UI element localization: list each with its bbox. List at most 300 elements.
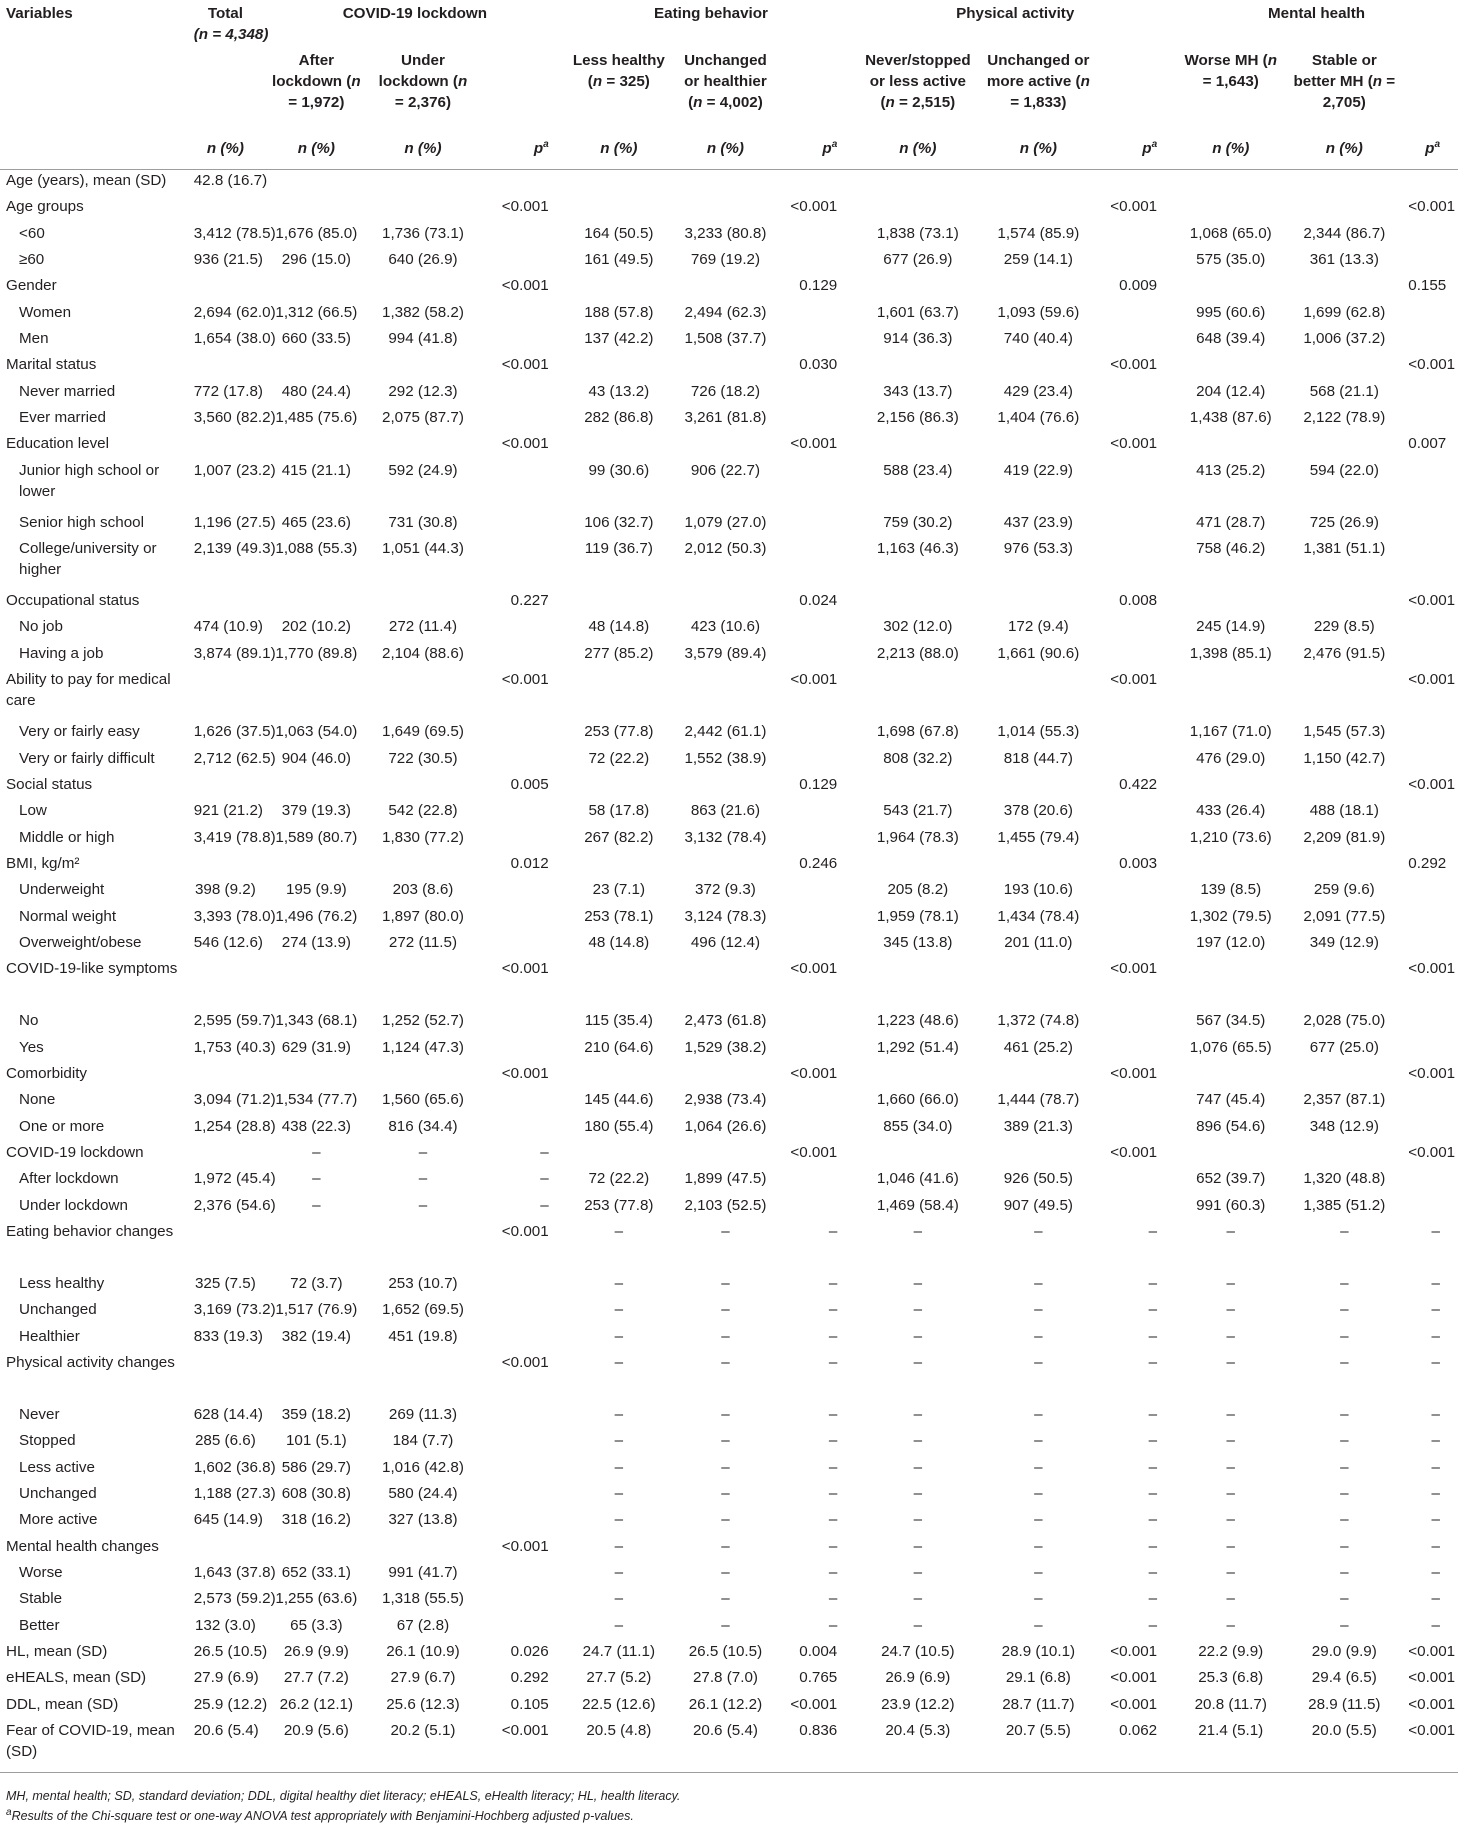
table-cell: 1,079 (27.0) bbox=[684, 513, 767, 531]
table-cell bbox=[780, 932, 855, 958]
table-row bbox=[0, 381, 1458, 407]
table-cell: 1,051 (44.3) bbox=[382, 540, 464, 558]
table-cell: 20.2 (5.1) bbox=[390, 1722, 456, 1740]
footnote-test bbox=[6, 1806, 680, 1826]
table-cell: 629 (31.9) bbox=[281, 1038, 351, 1056]
table-cell bbox=[1096, 800, 1175, 826]
table-cell bbox=[188, 196, 263, 222]
table-cell bbox=[370, 433, 477, 459]
table-cell: 1,404 (76.6) bbox=[997, 409, 1080, 427]
table-cell bbox=[980, 354, 1096, 380]
row-label: HL, mean (SD) bbox=[6, 1643, 108, 1661]
table-cell: 725 (26.9) bbox=[1309, 513, 1379, 531]
table-cell: 27.9 (6.9) bbox=[193, 1669, 259, 1687]
table-cell: 1,552 (38.9) bbox=[684, 749, 767, 767]
table-cell: 1,385 (51.2) bbox=[1303, 1196, 1386, 1214]
table-cell bbox=[1402, 512, 1458, 538]
table-cell bbox=[370, 170, 477, 197]
table-cell: 1,016 (42.8) bbox=[382, 1458, 464, 1476]
table-cell: 26.2 (12.1) bbox=[279, 1695, 354, 1713]
table-cell bbox=[980, 170, 1096, 197]
table-row bbox=[0, 932, 1458, 958]
table-cell: 580 (24.4) bbox=[388, 1485, 458, 1503]
table-cell: 210 (64.6) bbox=[584, 1038, 654, 1056]
table-cell bbox=[567, 196, 671, 222]
table-cell: 652 (33.1) bbox=[281, 1564, 351, 1582]
table-cell: 3,261 (81.8) bbox=[684, 409, 767, 427]
row-label: Age groups bbox=[6, 198, 84, 216]
table-cell: – bbox=[828, 1432, 838, 1450]
table-cell: 1,897 (80.0) bbox=[382, 907, 464, 925]
table-cell: 2,694 (62.0) bbox=[193, 303, 276, 321]
table-cell: 65 (3.3) bbox=[290, 1616, 343, 1634]
table-cell: 496 (12.4) bbox=[690, 933, 761, 951]
table-cell: 461 (25.2) bbox=[1003, 1038, 1073, 1056]
table-cell: – bbox=[1226, 1275, 1235, 1292]
header-row-units bbox=[0, 127, 1458, 170]
table-cell: 20.7 (5.5) bbox=[1005, 1722, 1071, 1740]
table-cell bbox=[370, 1063, 477, 1089]
table-cell bbox=[370, 958, 477, 1010]
table-cell bbox=[1402, 800, 1458, 826]
row-label: Underweight bbox=[19, 881, 105, 899]
row-label: Mental health changes bbox=[6, 1537, 159, 1555]
table-row bbox=[0, 1168, 1458, 1194]
subheader-cell: Never/stopped or less active (n = 2,515) bbox=[865, 52, 971, 111]
subheader-cell: Less healthy (n = 325) bbox=[572, 52, 665, 90]
table-cell: 1,188 (27.3) bbox=[193, 1485, 276, 1503]
table-cell: – bbox=[1340, 1275, 1349, 1292]
table-cell: <0.001 bbox=[1408, 1695, 1456, 1713]
table-cell: 1,255 (63.6) bbox=[275, 1590, 358, 1608]
table-cell: – bbox=[721, 1223, 730, 1240]
row-label: Comorbidity bbox=[6, 1064, 88, 1082]
table-cell: – bbox=[614, 1511, 624, 1529]
table-cell bbox=[476, 1299, 566, 1325]
table-cell: – bbox=[721, 1432, 730, 1450]
table-cell: – bbox=[913, 1223, 923, 1240]
table-cell: 1,899 (47.5) bbox=[684, 1170, 767, 1188]
table-cell: – bbox=[1340, 1564, 1349, 1582]
table-cell: 20.6 (5.4) bbox=[193, 1722, 259, 1740]
table-cell bbox=[1402, 1116, 1458, 1142]
row-label: Occupational status bbox=[6, 592, 140, 610]
row-label: Stable bbox=[19, 1590, 63, 1608]
table-cell: 2,573 (59.2) bbox=[193, 1590, 276, 1608]
table-cell: 29.1 (6.8) bbox=[1005, 1669, 1071, 1687]
table-cell: 543 (21.7) bbox=[883, 802, 953, 820]
table-cell: – bbox=[1148, 1485, 1158, 1503]
table-cell: – bbox=[1148, 1327, 1158, 1345]
table-cell: 25.3 (6.8) bbox=[1198, 1669, 1264, 1687]
table-cell: 772 (17.8) bbox=[193, 382, 263, 400]
table-cell: – bbox=[1226, 1485, 1235, 1503]
table-cell: – bbox=[913, 1301, 923, 1319]
table-cell bbox=[780, 800, 855, 826]
table-cell: <0.001 bbox=[501, 1537, 549, 1555]
table-cell: 72 (3.7) bbox=[290, 1275, 343, 1292]
table-cell: 2,476 (91.5) bbox=[1303, 644, 1386, 662]
table-cell: 202 (10.2) bbox=[281, 618, 351, 636]
subheader-cell: Unchanged or more active (n = 1,833) bbox=[986, 52, 1090, 111]
table-cell: 24.7 (10.5) bbox=[881, 1643, 955, 1661]
table-cell bbox=[476, 407, 566, 433]
row-label: BMI, kg/m² bbox=[6, 854, 80, 872]
table-cell: 1,088 (55.3) bbox=[275, 540, 358, 558]
table-cell: 1,589 (80.7) bbox=[275, 828, 358, 846]
table-cell: 726 (18.2) bbox=[690, 382, 761, 400]
table-cell: – bbox=[418, 1170, 428, 1188]
row-label: No job bbox=[19, 618, 63, 636]
table-cell: 272 (11.4) bbox=[388, 618, 458, 636]
table-cell: 229 (8.5) bbox=[1313, 618, 1375, 636]
table-cell: 137 (42.2) bbox=[584, 330, 654, 348]
table-row bbox=[0, 616, 1458, 642]
table-cell bbox=[780, 1037, 855, 1063]
table-cell: – bbox=[1431, 1564, 1440, 1582]
table-cell: – bbox=[540, 1143, 549, 1161]
unit-cell: n (%) bbox=[899, 139, 937, 157]
table-cell bbox=[1175, 958, 1286, 1010]
table-cell bbox=[1402, 932, 1458, 958]
table-cell bbox=[1096, 460, 1175, 512]
table-cell: <0.001 bbox=[790, 435, 838, 453]
table-cell: 184 (7.7) bbox=[392, 1432, 454, 1450]
subheader-cell bbox=[476, 47, 566, 127]
table-cell: 180 (55.4) bbox=[584, 1117, 654, 1135]
table-cell: 438 (22.3) bbox=[281, 1117, 351, 1135]
table-cell: 201 (11.0) bbox=[1004, 933, 1073, 951]
table-row bbox=[0, 407, 1458, 433]
table-cell: <0.001 bbox=[1110, 356, 1158, 374]
table-cell: 0.246 bbox=[799, 854, 838, 872]
row-label: Low bbox=[19, 802, 47, 820]
row-label: Middle or high bbox=[19, 828, 115, 846]
table-cell bbox=[263, 958, 370, 1010]
table-row bbox=[0, 275, 1458, 301]
table-cell: 1,699 (62.8) bbox=[1303, 303, 1386, 321]
table-cell: 740 (40.4) bbox=[1003, 330, 1073, 348]
table-row bbox=[0, 1430, 1458, 1456]
table-cell bbox=[263, 170, 370, 197]
table-cell: <0.001 bbox=[1408, 671, 1456, 689]
table-cell: 652 (39.7) bbox=[1196, 1170, 1266, 1188]
table-cell: – bbox=[1431, 1406, 1440, 1424]
table-row bbox=[0, 1116, 1458, 1142]
table-cell: 2,103 (52.5) bbox=[684, 1196, 767, 1214]
table-cell: <0.001 bbox=[1110, 198, 1158, 216]
row-label: Eating behavior changes bbox=[6, 1223, 174, 1240]
table-cell: – bbox=[1340, 1590, 1349, 1608]
table-cell: – bbox=[913, 1458, 923, 1476]
table-cell: 0.062 bbox=[1119, 1722, 1158, 1740]
table-cell: <0.001 bbox=[1110, 671, 1158, 689]
table-cell: 277 (85.2) bbox=[584, 644, 654, 662]
table-cell: 3,560 (82.2) bbox=[193, 409, 276, 427]
table-cell: 42.8 (16.7) bbox=[193, 172, 268, 189]
table-cell: – bbox=[1431, 1432, 1440, 1450]
row-label: COVID-19-like symptoms bbox=[6, 960, 178, 978]
table-cell: 164 (50.5) bbox=[584, 224, 654, 242]
table-cell bbox=[980, 774, 1096, 800]
table-cell: – bbox=[1034, 1564, 1043, 1582]
table-cell bbox=[1096, 827, 1175, 853]
table-cell: – bbox=[721, 1485, 730, 1503]
table-cell: – bbox=[1431, 1590, 1440, 1608]
table-cell bbox=[263, 1352, 370, 1404]
table-cell bbox=[188, 669, 263, 721]
table-cell: 2,442 (61.1) bbox=[684, 723, 767, 741]
row-label: <60 bbox=[19, 224, 45, 242]
table-cell bbox=[370, 669, 477, 721]
table-cell: 759 (30.2) bbox=[883, 513, 953, 531]
table-cell: – bbox=[614, 1301, 624, 1319]
p-sup: a bbox=[1151, 138, 1158, 150]
table-cell bbox=[780, 721, 855, 747]
table-cell: 72 (22.2) bbox=[588, 1170, 650, 1188]
table-cell: 1,698 (67.8) bbox=[876, 723, 959, 741]
table-cell bbox=[1286, 590, 1402, 616]
table-cell: 1,534 (77.7) bbox=[275, 1091, 358, 1109]
table-cell: 119 (36.7) bbox=[584, 540, 653, 558]
table-cell bbox=[1096, 932, 1175, 958]
table-cell bbox=[855, 275, 980, 301]
table-cell bbox=[1175, 853, 1286, 879]
table-cell: 2,139 (49.3) bbox=[193, 540, 276, 558]
table-cell: 863 (21.6) bbox=[690, 802, 761, 820]
table-cell: – bbox=[1431, 1301, 1440, 1319]
table-cell: 1,959 (78.1) bbox=[876, 907, 959, 925]
table-cell: 101 (5.1) bbox=[285, 1432, 347, 1450]
table-cell: – bbox=[721, 1458, 730, 1476]
table-row bbox=[0, 748, 1458, 774]
table-cell: 3,124 (78.3) bbox=[684, 907, 767, 925]
table-cell: 1,660 (66.0) bbox=[876, 1091, 959, 1109]
table-cell bbox=[1175, 196, 1286, 222]
table-cell: – bbox=[1034, 1354, 1043, 1372]
table-cell: – bbox=[1148, 1511, 1158, 1529]
table-cell: 245 (14.9) bbox=[1196, 618, 1266, 636]
table-cell bbox=[567, 275, 671, 301]
table-cell bbox=[671, 275, 780, 301]
table-cell: – bbox=[1226, 1616, 1235, 1634]
table-cell bbox=[370, 774, 477, 800]
table-cell: 29.4 (6.5) bbox=[1311, 1669, 1377, 1687]
table-cell: 282 (86.8) bbox=[584, 409, 654, 427]
table-cell: – bbox=[828, 1327, 838, 1345]
table-cell: – bbox=[1034, 1590, 1043, 1608]
footnote-text: Results of the Chi-square test or one-way ANOVA test appropriately with Benjamini-Hochberg adjusted p-values. bbox=[11, 1809, 634, 1823]
table-cell: – bbox=[828, 1564, 838, 1582]
table-cell: – bbox=[1340, 1616, 1349, 1634]
table-cell bbox=[1402, 906, 1458, 932]
table-cell bbox=[780, 328, 855, 354]
table-row bbox=[0, 1142, 1458, 1168]
table-cell bbox=[1096, 643, 1175, 669]
table-cell: – bbox=[913, 1590, 923, 1608]
table-cell bbox=[1096, 249, 1175, 275]
table-cell: <0.001 bbox=[790, 1695, 838, 1713]
table-cell: 433 (26.4) bbox=[1196, 802, 1266, 820]
table-cell bbox=[370, 275, 477, 301]
table-cell: 1,068 (65.0) bbox=[1189, 224, 1272, 242]
table-cell: 274 (13.9) bbox=[281, 933, 351, 951]
table-cell: 26.5 (10.5) bbox=[688, 1643, 763, 1661]
table-cell: 343 (13.7) bbox=[883, 382, 953, 400]
table-cell: <0.001 bbox=[501, 1223, 549, 1240]
table-cell: 419 (22.9) bbox=[1003, 461, 1073, 479]
table-cell: – bbox=[1226, 1511, 1235, 1529]
table-cell: – bbox=[1340, 1511, 1349, 1529]
table-cell: 1,964 (78.3) bbox=[876, 828, 959, 846]
table-cell bbox=[780, 1195, 855, 1221]
table-cell bbox=[671, 1142, 780, 1168]
table-cell: 106 (32.7) bbox=[584, 513, 654, 531]
table-cell bbox=[1096, 1168, 1175, 1194]
p-label: p bbox=[533, 139, 544, 157]
table-cell bbox=[1286, 1142, 1402, 1168]
table-cell: 22.5 (12.6) bbox=[582, 1695, 656, 1713]
table-cell bbox=[780, 906, 855, 932]
table-cell bbox=[1096, 512, 1175, 538]
table-cell: 204 (12.4) bbox=[1196, 382, 1266, 400]
table-cell: – bbox=[721, 1564, 730, 1582]
table-cell: 474 (10.9) bbox=[193, 618, 263, 636]
table-cell bbox=[476, 1326, 566, 1352]
table-cell: 976 (53.3) bbox=[1003, 540, 1073, 558]
table-cell bbox=[476, 748, 566, 774]
table-cell: 568 (21.1) bbox=[1309, 382, 1379, 400]
table-cell: – bbox=[828, 1354, 838, 1372]
table-cell: <0.001 bbox=[1110, 1143, 1158, 1161]
table-cell bbox=[476, 1509, 566, 1535]
table-cell: <0.001 bbox=[1408, 356, 1456, 374]
row-label: Very or fairly difficult bbox=[19, 749, 155, 767]
table-cell bbox=[780, 1168, 855, 1194]
header-mental-health: Mental health bbox=[1268, 5, 1366, 22]
table-cell: 1,601 (63.7) bbox=[876, 303, 959, 321]
table-cell bbox=[1096, 1089, 1175, 1115]
table-cell: 2,213 (88.0) bbox=[876, 644, 959, 662]
table-cell bbox=[780, 302, 855, 328]
table-cell: 0.292 bbox=[1408, 854, 1447, 872]
table-cell: – bbox=[828, 1616, 838, 1634]
subheader-cell bbox=[1402, 47, 1458, 127]
table-cell: 2,376 (54.6) bbox=[193, 1196, 276, 1214]
row-label: Under lockdown bbox=[19, 1196, 128, 1214]
unit-cell: n (%) bbox=[297, 139, 335, 157]
p-label: p bbox=[1425, 139, 1435, 157]
subheader-cell: After lockdown (n = 1,972) bbox=[272, 52, 361, 111]
table-cell bbox=[671, 354, 780, 380]
table-cell bbox=[476, 1273, 566, 1299]
table-cell: 272 (11.5) bbox=[388, 933, 458, 951]
row-label: Marital status bbox=[6, 356, 97, 374]
table-cell: 327 (13.8) bbox=[388, 1511, 458, 1529]
table-cell bbox=[855, 170, 980, 197]
table-cell: – bbox=[1226, 1432, 1235, 1450]
table-cell: – bbox=[614, 1432, 624, 1450]
table-row bbox=[0, 906, 1458, 932]
table-cell bbox=[671, 669, 780, 721]
table-cell: 161 (49.5) bbox=[584, 251, 654, 269]
subheader-cell bbox=[188, 47, 263, 127]
table-cell: – bbox=[614, 1275, 624, 1292]
table-cell: 2,712 (62.5) bbox=[193, 749, 276, 767]
table-cell: 747 (45.4) bbox=[1196, 1091, 1266, 1109]
table-cell: 575 (35.0) bbox=[1196, 251, 1266, 269]
table-cell bbox=[780, 460, 855, 512]
table-cell: 1,124 (47.3) bbox=[382, 1038, 464, 1056]
table-row bbox=[0, 958, 1458, 1010]
table-cell: – bbox=[614, 1223, 624, 1240]
table-cell: 1,485 (75.6) bbox=[275, 409, 358, 427]
table-cell: – bbox=[1226, 1223, 1235, 1240]
table-cell bbox=[476, 512, 566, 538]
table-cell: 1,210 (73.6) bbox=[1189, 828, 1272, 846]
table-cell bbox=[567, 354, 671, 380]
table-cell bbox=[980, 853, 1096, 879]
table-cell: 1,302 (79.5) bbox=[1189, 907, 1272, 925]
table-cell: – bbox=[1431, 1458, 1440, 1476]
table-cell bbox=[780, 879, 855, 905]
table-cell bbox=[1286, 275, 1402, 301]
table-cell: 361 (13.3) bbox=[1309, 251, 1379, 269]
table-row bbox=[0, 460, 1458, 512]
table-cell bbox=[476, 538, 566, 590]
table-cell: – bbox=[828, 1537, 838, 1555]
table-cell: 145 (44.6) bbox=[584, 1091, 654, 1109]
table-cell: 318 (16.2) bbox=[281, 1511, 351, 1529]
table-cell: – bbox=[828, 1406, 838, 1424]
table-row bbox=[0, 879, 1458, 905]
table-cell bbox=[1286, 1063, 1402, 1089]
table-cell: 722 (30.5) bbox=[388, 749, 458, 767]
table-cell: 476 (29.0) bbox=[1196, 749, 1266, 767]
table-cell: – bbox=[614, 1406, 624, 1424]
table-cell: 465 (23.6) bbox=[281, 513, 351, 531]
table-cell bbox=[1096, 1010, 1175, 1036]
row-label: Education level bbox=[6, 435, 110, 453]
table-cell bbox=[188, 590, 263, 616]
table-cell: 1,006 (37.2) bbox=[1303, 330, 1386, 348]
table-cell bbox=[780, 249, 855, 275]
table-cell bbox=[1096, 381, 1175, 407]
table-cell: 1,496 (76.2) bbox=[275, 907, 358, 925]
table-cell: – bbox=[1034, 1275, 1043, 1292]
table-cell: 1,163 (46.3) bbox=[876, 540, 959, 558]
subheader-cell: Under lockdown (n = 2,376) bbox=[378, 52, 468, 111]
table-row bbox=[0, 1667, 1458, 1693]
p-sup: a bbox=[1434, 138, 1440, 150]
table-row bbox=[0, 590, 1458, 616]
table-cell bbox=[855, 774, 980, 800]
table-cell: 1,830 (77.2) bbox=[382, 828, 464, 846]
table-cell: 1,252 (52.7) bbox=[382, 1012, 464, 1030]
header-total: Total (n = 4,348) bbox=[193, 5, 269, 43]
table-cell: 1,560 (65.6) bbox=[382, 1091, 464, 1109]
table-cell: 72 (22.2) bbox=[588, 749, 650, 767]
table-cell: 25.9 (12.2) bbox=[193, 1695, 268, 1713]
table-cell: – bbox=[1340, 1354, 1349, 1372]
table-cell: 1,312 (66.5) bbox=[275, 303, 358, 321]
table-cell bbox=[476, 879, 566, 905]
table-cell: – bbox=[614, 1590, 624, 1608]
table-body bbox=[0, 170, 1458, 1773]
table-cell: 1,063 (54.0) bbox=[275, 723, 358, 741]
table-cell: – bbox=[1034, 1537, 1043, 1555]
table-cell: 1,007 (23.2) bbox=[193, 461, 276, 479]
